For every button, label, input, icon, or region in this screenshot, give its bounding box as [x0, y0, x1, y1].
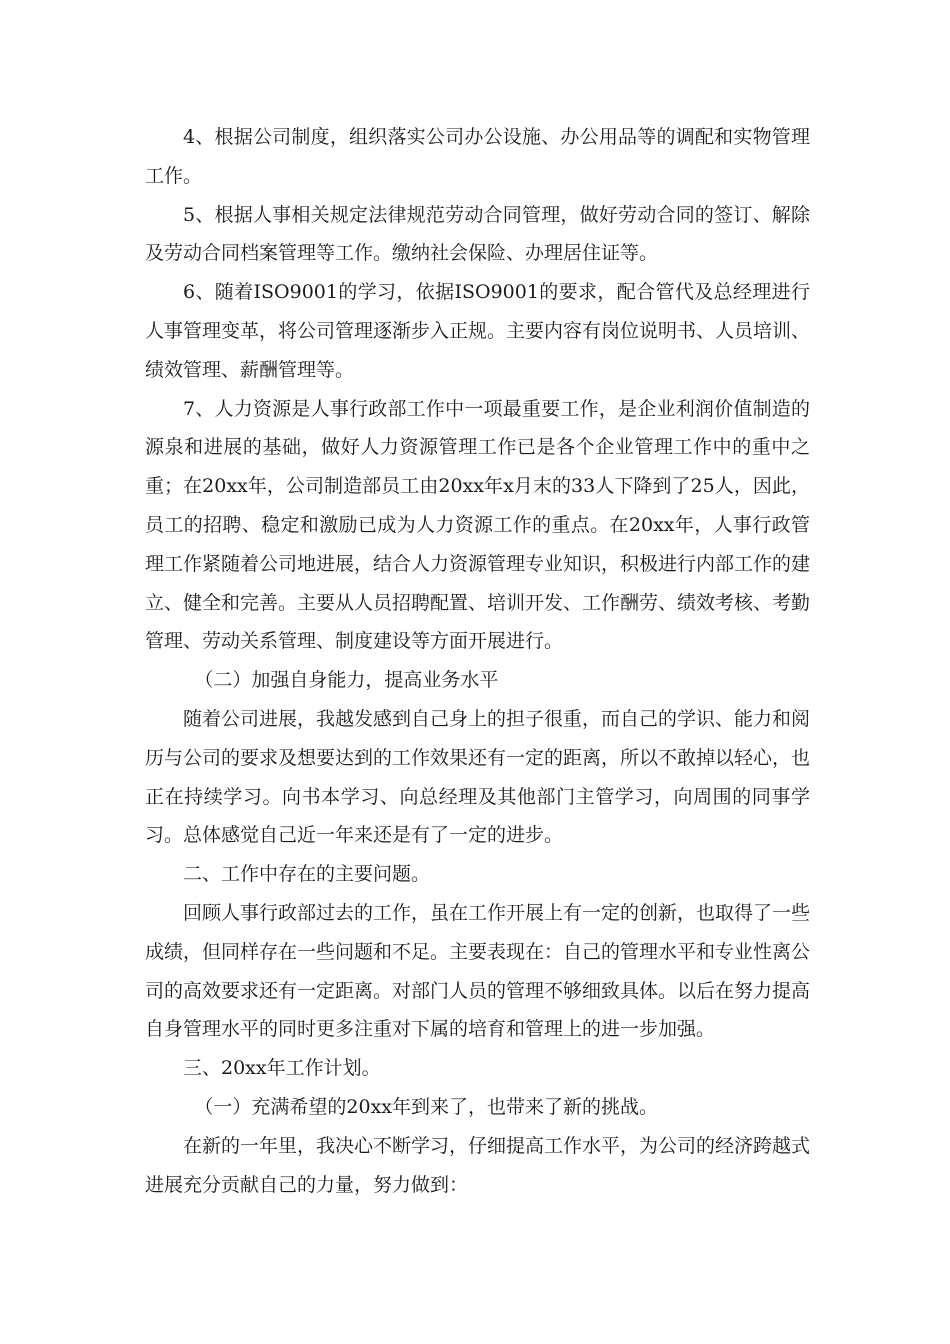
paragraph-item-4: 4、根据公司制度，组织落实公司办公设施、办公用品等的调配和实物管理工作。 [145, 126, 810, 187]
document-page [145, 118, 810, 1204]
heading-main-problems: 二、工作中存在的主要问题。 [183, 863, 431, 886]
paragraph-problems: 回顾人事行政部过去的工作，虽在工作开展上有一定的创新，也取得了一些成绩，但同样存在一些问题和不足。主要表现在：自己的管理水平和专业性离公司的高效要求还有一定距离。对部门人员的管理不够细致具体。以后在努力提高自身管理水平的同时更多注重对下属的培育和管理上的进一步加强。 [145, 901, 811, 1041]
paragraph-item-6: 6、随着ISO9001的学习，依据ISO9001的要求，配合管代及总经理进行人事管理变革，将公司管理逐渐步入正规。主要内容有岗位说明书、人员培训、绩效管理、薪酬管理等。 [145, 281, 811, 381]
paragraph-item-7: 7、人力资源是人事行政部工作中一项最重要工作，是企业利润价值制造的源泉和进展的基础，做好人力资源管理工作已是各个企业管理工作中的重中之重；在20xx年，公司制造部员工由20xx年x月末的33人下降到了25人，因此，员工的招聘、稳定和激励已成为人力资源工作的重点。在20xx年，人事行政管理工作紧随着公司地进展，结合人力资源管理专业知识，积极进行内部工作的建立、健全和完善。主要从人员招聘配置、培训开发、工作酬劳、绩效考核、考勤管理、劳动关系管理、制度建设等方面开展进行。 [145, 397, 811, 653]
paragraph-new-year-goals: 在新的一年里，我决心不断学习，仔细提高工作水平，为公司的经济跨越式进展充分贡献自己的力量，努力做到： [145, 1134, 811, 1196]
paragraph-self-improvement: 随着公司进展，我越发感到自己身上的担子很重，而自己的学识、能力和阅历与公司的要求及想要达到的工作效果还有一定的距离，所以不敢掉以轻心，也正在持续学习。向书本学习、向总经理及其他部门主管学习，向周围的同事学习。总体感觉自己近一年来还是有了一定的进步。 [145, 707, 811, 847]
subheading-new-year: （一）充满希望的20xx年到来了，也带来了新的挑战。 [194, 1095, 658, 1118]
heading-work-plan: 三、20xx年工作计划。 [183, 1057, 381, 1080]
subheading-improve-ability: （二）加强自身能力，提高业务水平 [194, 669, 499, 692]
paragraph-item-5: 5、根据人事相关规定法律规范劳动合同管理，做好劳动合同的签订、解除及劳动合同档案管理等工作。缴纳社会保险、办理居住证等。 [145, 203, 810, 265]
